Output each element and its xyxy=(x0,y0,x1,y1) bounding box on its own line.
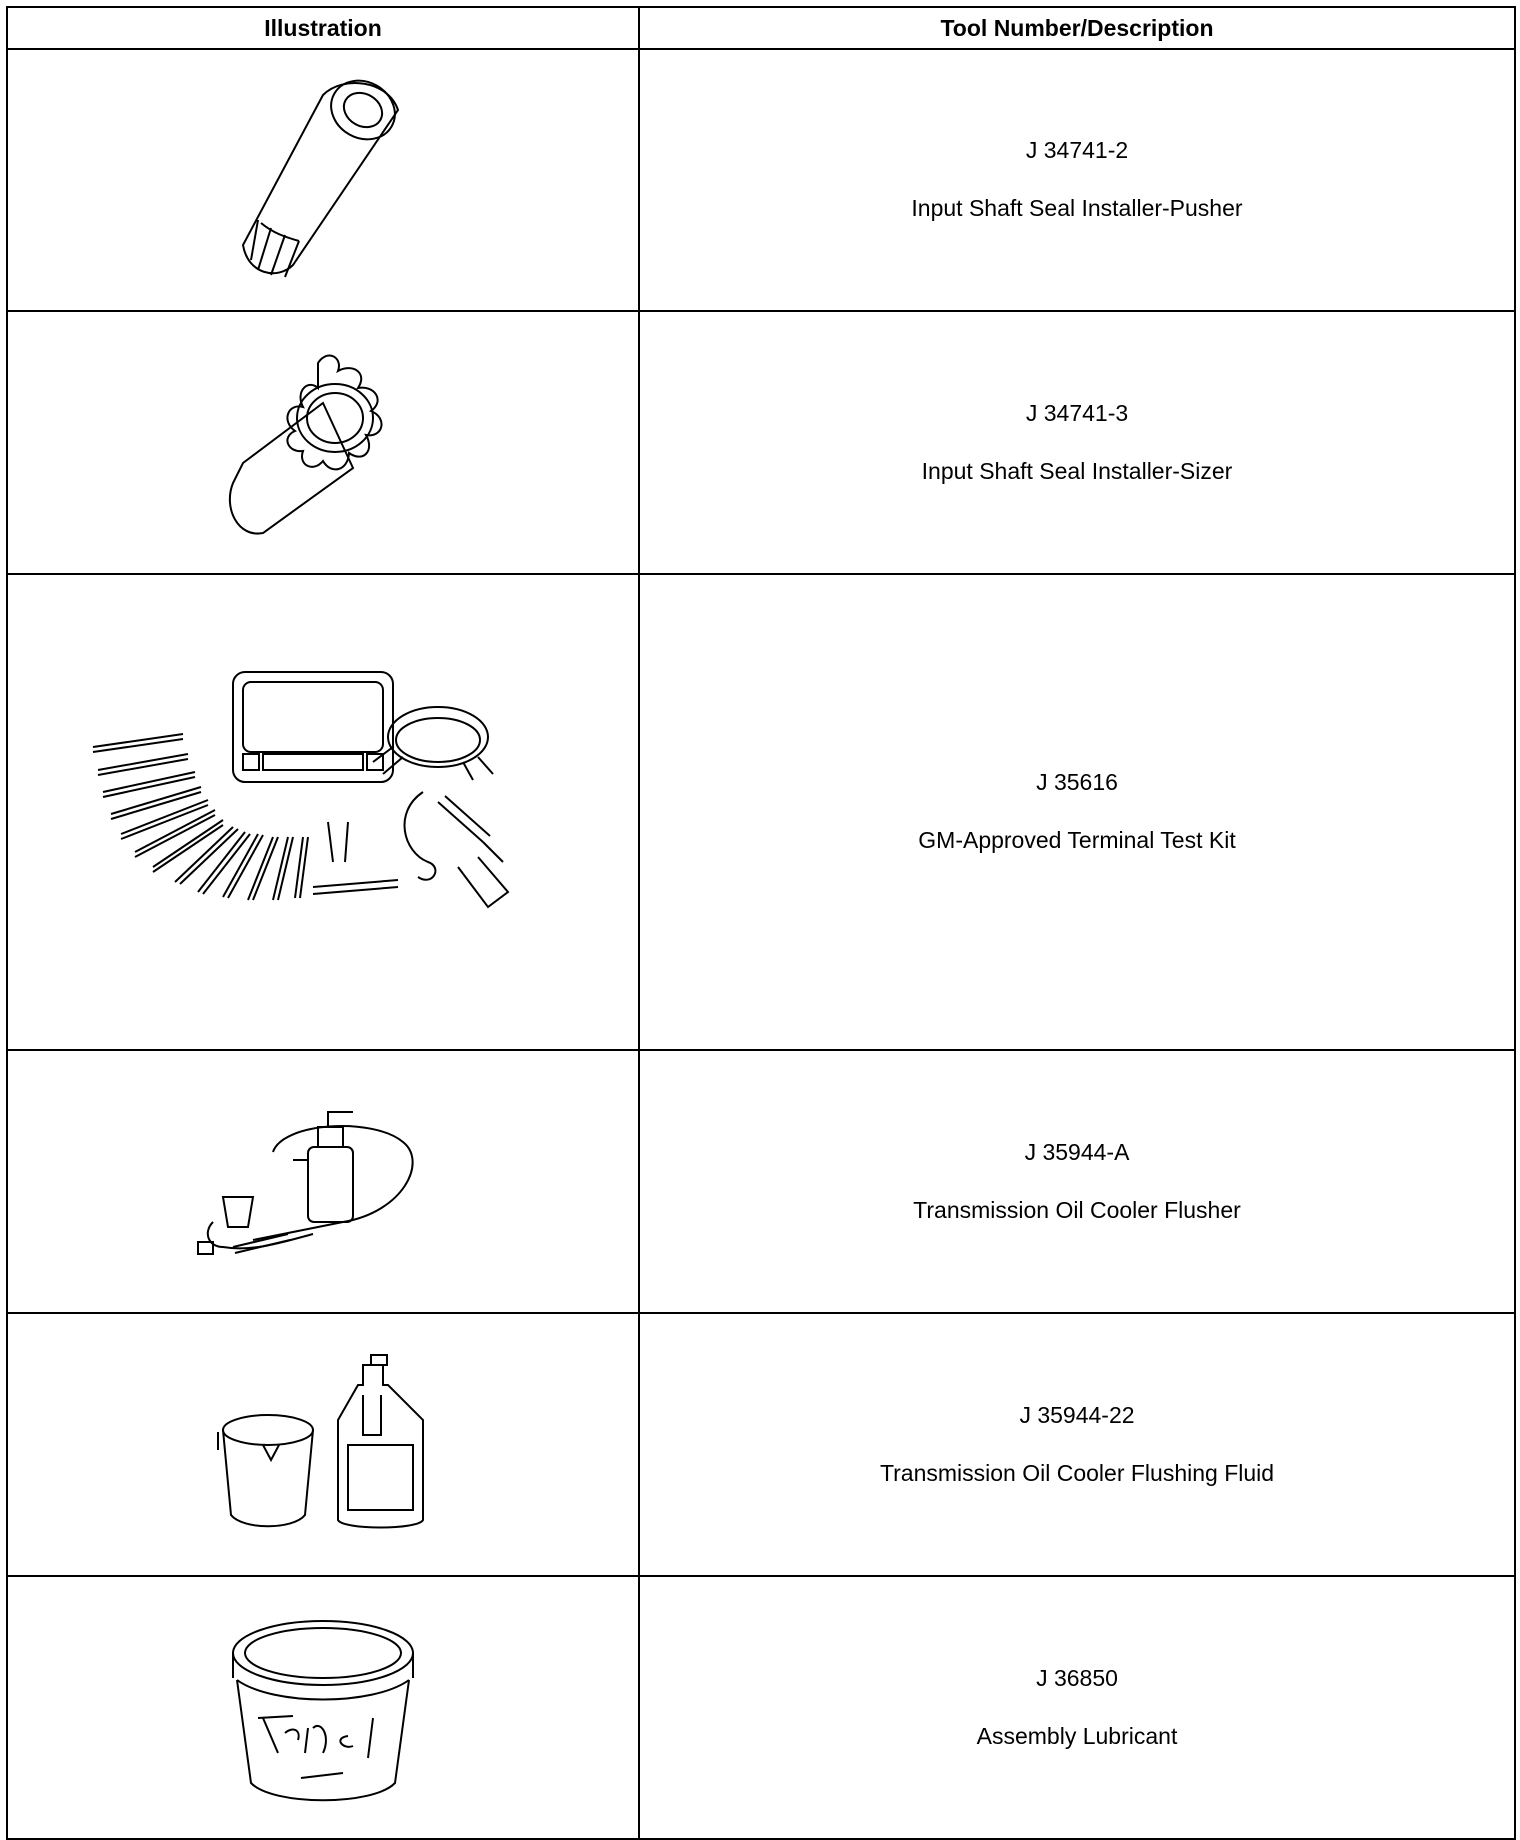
oil-cooler-flusher-icon xyxy=(193,1102,453,1262)
table-row xyxy=(7,1576,1515,1839)
tool-cell xyxy=(639,1313,1515,1576)
illustration-cell xyxy=(7,1313,639,1576)
seal-sizer-icon xyxy=(203,333,443,553)
tool-cell xyxy=(639,1050,1515,1313)
tool-number: J 34741-3 xyxy=(1025,399,1129,426)
table-header-row xyxy=(7,7,1515,49)
tool-description: Transmission Oil Cooler Flusher xyxy=(913,1196,1241,1223)
table-row xyxy=(7,49,1515,311)
tool-description: Input Shaft Seal Installer-Sizer xyxy=(921,457,1233,484)
tool-number: J 35616 xyxy=(1036,769,1118,796)
assembly-lubricant-icon xyxy=(223,1608,423,1808)
tool-description: Assembly Lubricant xyxy=(976,1722,1178,1749)
table-row xyxy=(7,1313,1515,1576)
tool-number: J 36850 xyxy=(1036,1664,1118,1691)
tool-description: Input Shaft Seal Installer-Pusher xyxy=(911,195,1243,221)
tool-cell xyxy=(639,574,1515,1050)
illustration-cell xyxy=(7,311,639,574)
table-row xyxy=(7,311,1515,574)
seal-pusher-icon xyxy=(203,65,443,295)
flushing-fluid-icon xyxy=(213,1350,433,1540)
table-row xyxy=(7,1050,1515,1313)
tool-cell xyxy=(639,311,1515,574)
terminal-test-kit-icon xyxy=(83,662,563,962)
table-row xyxy=(7,574,1515,1050)
tool-number: J 34741-2 xyxy=(1025,137,1129,164)
illustration-cell xyxy=(7,574,639,1050)
tool-cell xyxy=(639,49,1515,311)
header-tool-number-description: Tool Number/Description xyxy=(639,7,1515,49)
illustration-cell xyxy=(7,1050,639,1313)
header-illustration: Illustration xyxy=(7,7,639,49)
tool-description: Transmission Oil Cooler Flushing Fluid xyxy=(879,1459,1275,1486)
tool-number: J 35944-22 xyxy=(1019,1401,1135,1428)
special-tools-table xyxy=(6,6,1516,1840)
tool-cell xyxy=(639,1576,1515,1839)
illustration-cell xyxy=(7,49,639,311)
tool-description: GM-Approved Terminal Test Kit xyxy=(918,827,1236,853)
illustration-cell xyxy=(7,1576,639,1839)
tool-number: J 35944-A xyxy=(1024,1138,1130,1165)
